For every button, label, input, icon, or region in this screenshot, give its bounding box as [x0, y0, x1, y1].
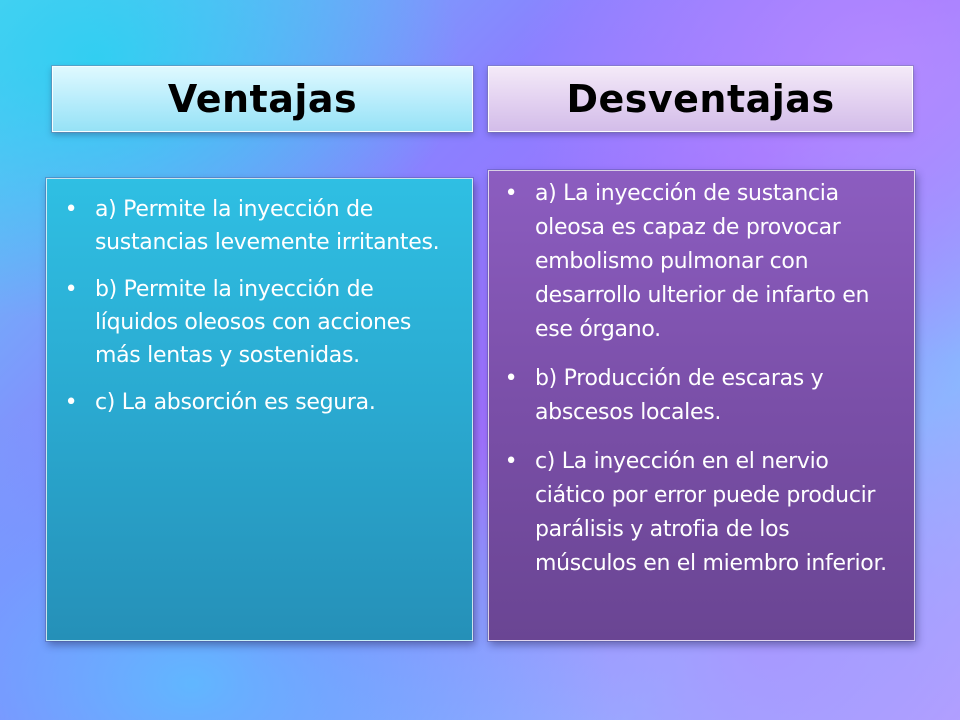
ventajas-header	[52, 66, 473, 132]
list-item	[501, 445, 896, 581]
list-item-text: c) La inyección en el nervio ciático por error puede producir parálisis y atrofia de los músculos en el miembro inferior.	[535, 449, 887, 576]
list-item	[61, 193, 450, 259]
list-item-text: a) Permite la inyección de sustancias levemente irritantes.	[95, 197, 440, 255]
bullet-icon: •	[64, 277, 78, 302]
bullet-icon: •	[64, 197, 78, 222]
desventajas-header	[488, 66, 913, 132]
ventajas-title: Ventajas	[167, 77, 358, 121]
list-item	[61, 386, 450, 419]
bullet-icon: •	[504, 449, 518, 474]
list-item	[501, 362, 896, 430]
list-item-text: b) Permite la inyección de líquidos oleosos con acciones más lentas y sostenidas.	[95, 277, 412, 368]
desventajas-title: Desventajas	[566, 77, 835, 121]
ventajas-panel	[46, 178, 473, 641]
bullet-icon: •	[504, 181, 518, 206]
desventajas-list	[501, 177, 896, 581]
ventajas-list	[61, 193, 450, 419]
bullet-icon: •	[504, 366, 518, 391]
list-item-text: c) La absorción es segura.	[95, 390, 376, 415]
bullet-icon: •	[64, 390, 78, 415]
list-item	[61, 273, 450, 372]
list-item-text: b) Producción de escaras y abscesos locales.	[535, 366, 824, 425]
list-item-text: a) La inyección de sustancia oleosa es capaz de provocar embolismo pulmonar con desarrollo ulterior de infarto en ese órgano.	[535, 181, 870, 342]
list-item	[501, 177, 896, 347]
desventajas-panel	[488, 170, 915, 641]
